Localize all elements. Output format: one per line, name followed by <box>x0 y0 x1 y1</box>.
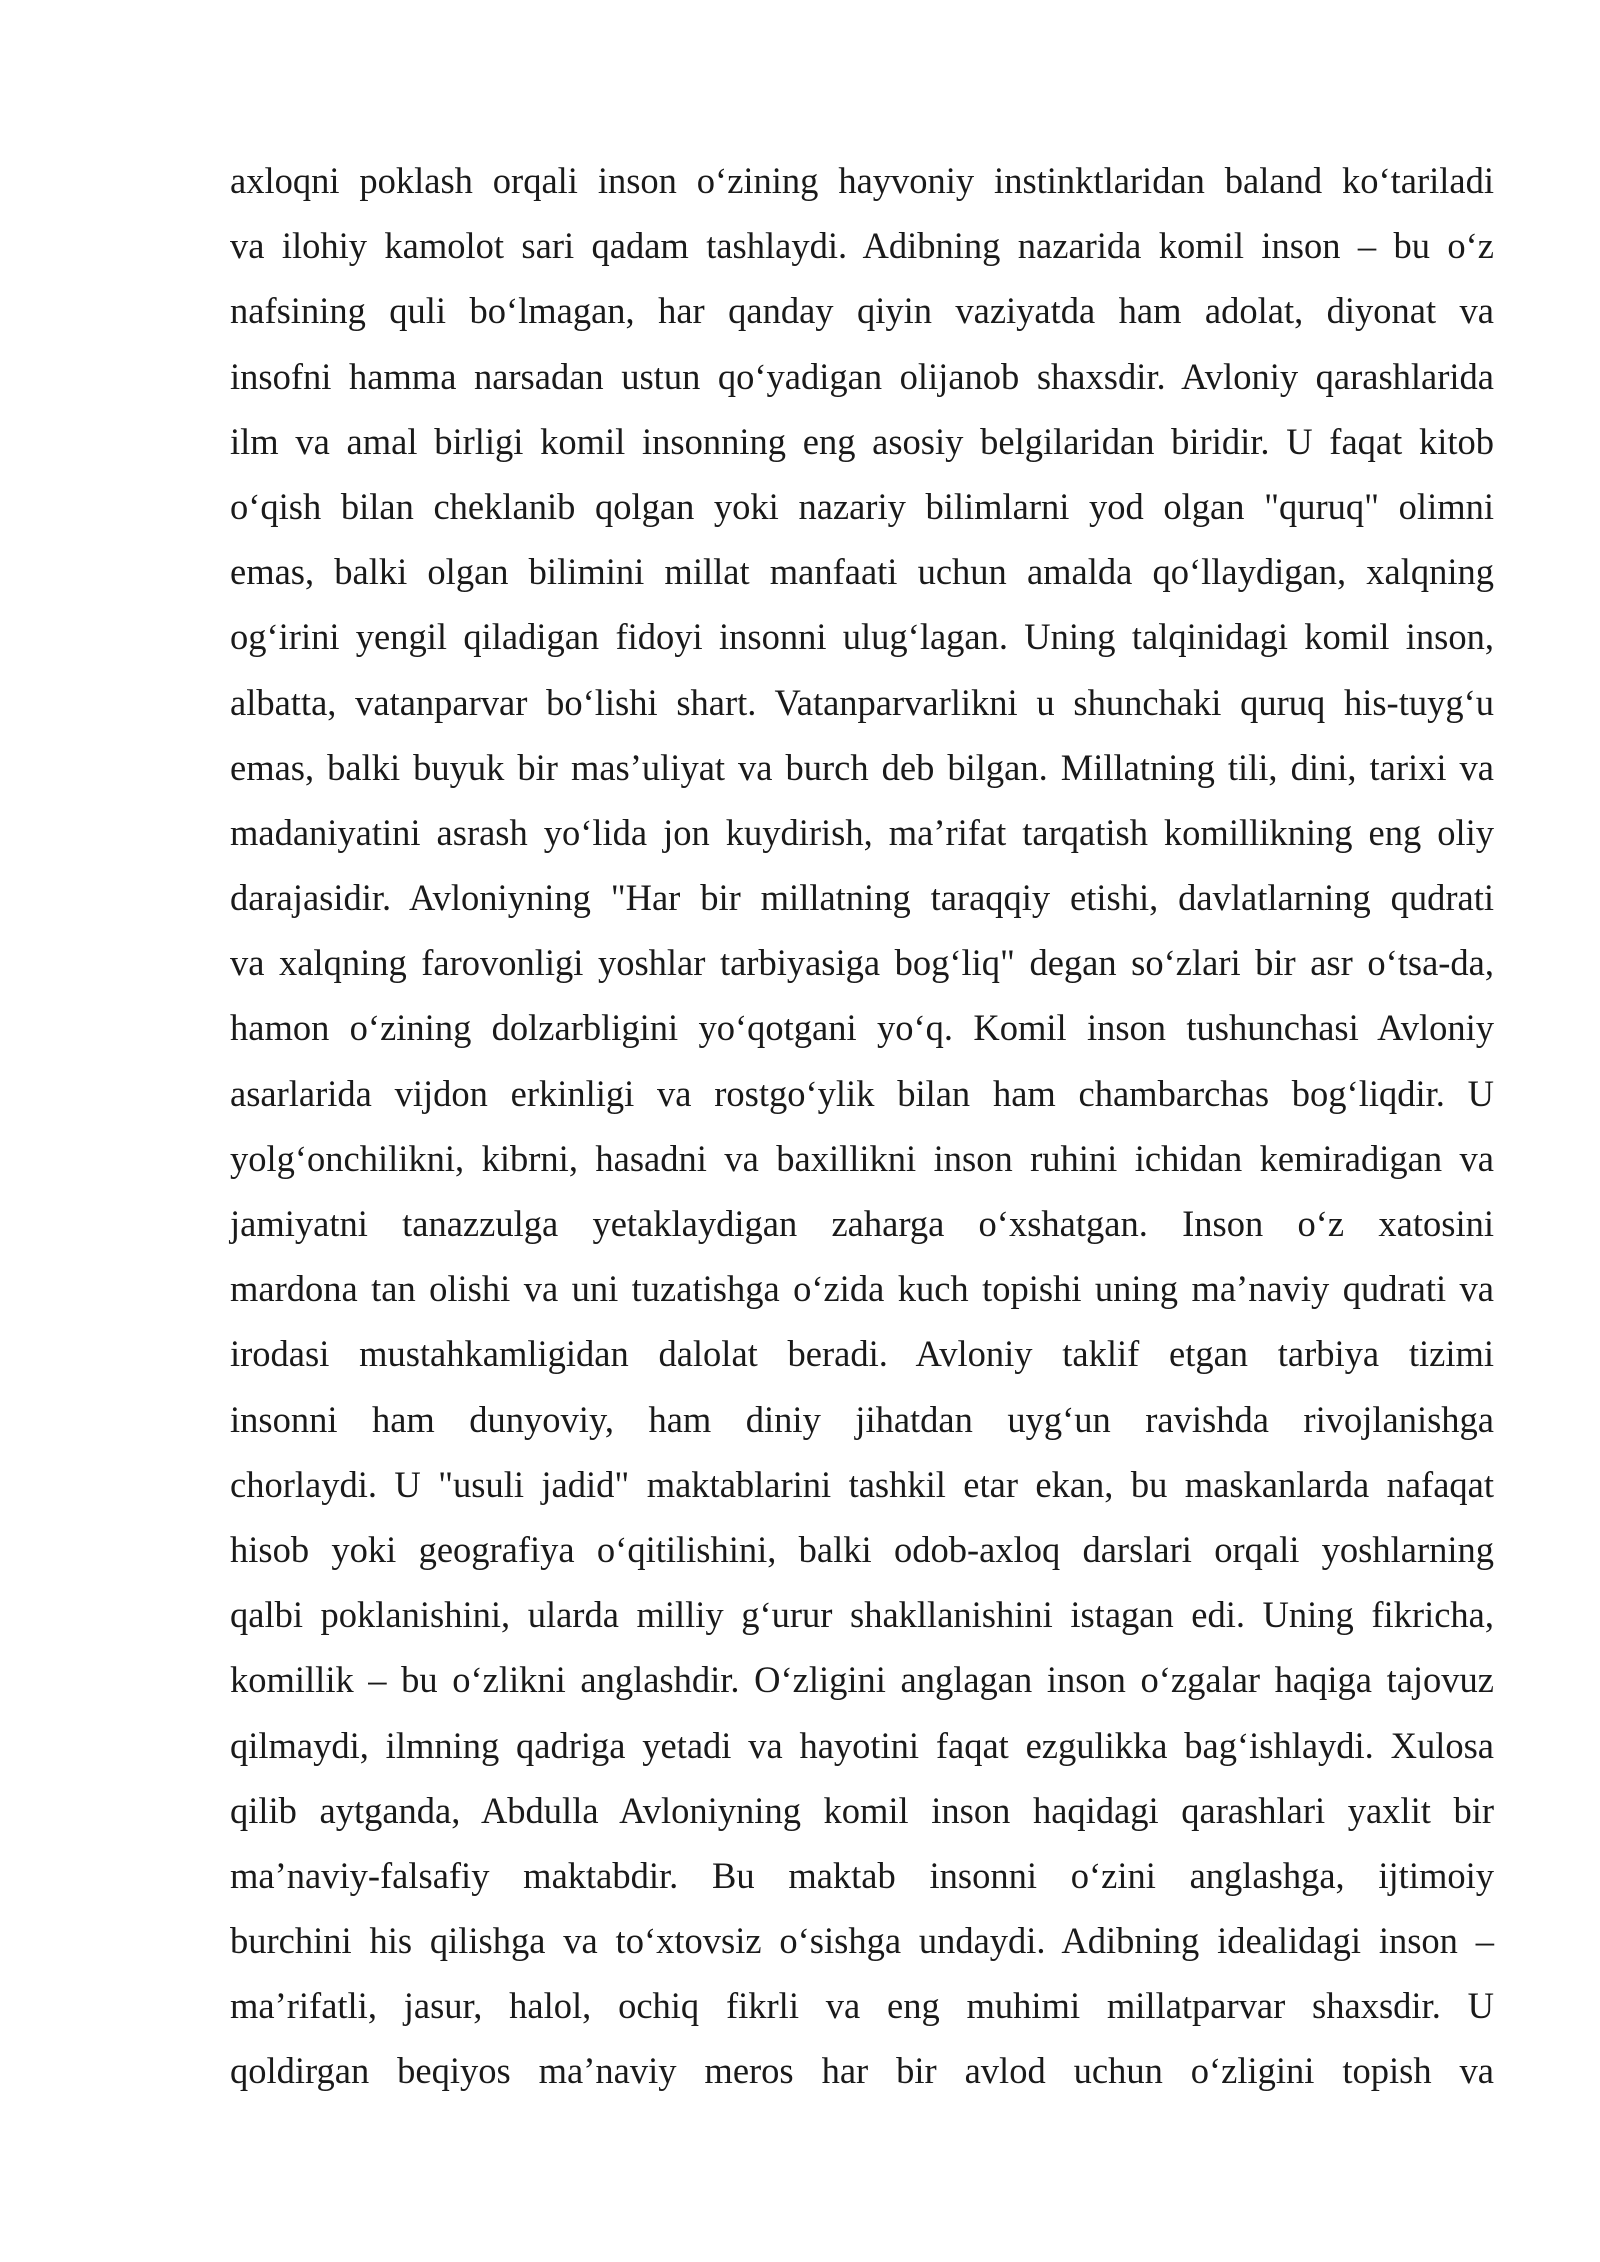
text-line: nafsining quli bo‘lmagan, har qanday qiyin vaziyatda ham adolat, diyonat va <box>230 290 1494 332</box>
text-line: jamiyatni tanazzulga yetaklaydigan zaharga o‘xshatgan. Inson o‘z xatosini <box>230 1203 1494 1244</box>
text-line: og‘irini yengil qiladigan fidoyi insonni ulug‘lagan. Uning talqinidagi komil inson, <box>230 616 1494 658</box>
text-line: ma’rifatli, jasur, halol, ochiq fikrli va eng muhimi millatparvar shaxsdir. U <box>230 1985 1494 2027</box>
text-line: insofni hamma narsadan ustun qo‘yadigan olijanob shaxsdir. Avloniy qarashlarida <box>230 355 1494 397</box>
text-line: yolg‘onchilikni, kibrni, hasadni va baxillikni inson ruhini ichidan kemiradigan va <box>230 1137 1494 1179</box>
text-line: qalbi poklanishini, ularda milliy g‘urur shakllanishini istagan edi. Uning fikricha, <box>230 1594 1494 1636</box>
text-line: qoldirgan beqiyos ma’naviy meros har bir avlod uchun o‘zligini topish va <box>230 2050 1494 2092</box>
text-line: insonni ham dunyoviy, ham diniy jihatdan uyg‘un ravishda rivojlanishga <box>230 1398 1494 1440</box>
text-line: hamon o‘zining dolzarbligini yo‘qotgani yo‘q. Komil inson tushunchasi Avloniy <box>230 1007 1494 1049</box>
text-line: irodasi mustahkamligidan dalolat beradi. Avloniy taklif etgan tarbiya tizimi <box>230 1333 1494 1375</box>
text-line: emas, balki buyuk bir mas’uliyat va burch deb bilgan. Millatning tili, dini, tarixi va <box>230 746 1494 788</box>
body-text <box>230 148 1494 2104</box>
text-line: madaniyatini asrash yo‘lida jon kuydirish, ma’rifat tarqatish komillikning eng oliy <box>230 811 1494 853</box>
text-line: komillik – bu o‘zlikni anglashdir. O‘zligini anglagan inson o‘zgalar haqiga tajovuz <box>230 1659 1494 1701</box>
text-line: va ilohiy kamolot sari qadam tashlaydi. Adibning nazarida komil inson – bu o‘z <box>230 225 1494 267</box>
text-line: darajasidir. Avloniyning "Har bir millatning taraqqiy etishi, davlatlarning qudrati <box>230 877 1494 919</box>
text-line: chorlaydi. U "usuli jadid" maktablarini tashkil etar ekan, bu maskanlarda nafaqat <box>230 1463 1494 1505</box>
text-line: albatta, vatanparvar bo‘lishi shart. Vatanparvarlikni u shunchaki quruq his-tuyg‘u <box>230 681 1494 723</box>
text-line: ma’naviy-falsafiy maktabdir. Bu maktab insonni o‘zini anglashga, ijtimoiy <box>230 1854 1494 1896</box>
text-line: qilib aytganda, Abdulla Avloniyning komil inson haqidagi qarashlari yaxlit bir <box>230 1789 1494 1831</box>
text-line: qilmaydi, ilmning qadriga yetadi va hayotini faqat ezgulikka bag‘ishlaydi. Xulosa <box>230 1724 1494 1766</box>
text-line: emas, balki olgan bilimini millat manfaati uchun amalda qo‘llaydigan, xalqning <box>230 551 1494 593</box>
text-line: asarlarida vijdon erkinligi va rostgo‘ylik bilan ham chambarchas bog‘liqdir. U <box>230 1072 1494 1114</box>
text-line: va xalqning farovonligi yoshlar tarbiyasiga bog‘liq" degan so‘zlari bir asr o‘tsa-da, <box>230 942 1494 984</box>
text-line: ilm va amal birligi komil insonning eng asosiy belgilaridan biridir. U faqat kitob <box>230 420 1494 462</box>
text-line: o‘qish bilan cheklanib qolgan yoki nazariy bilimlarni yod olgan "quruq" olimni <box>230 485 1494 527</box>
text-line: hisob yoki geografiya o‘qitilishini, balki odob-axloq darslari orqali yoshlarning <box>230 1528 1494 1570</box>
text-line: burchini his qilishga va to‘xtovsiz o‘sishga undaydi. Adibning idealidagi inson – <box>230 1920 1494 1962</box>
text-line: mardona tan olishi va uni tuzatishga o‘zida kuch topishi uning ma’naviy qudrati va <box>230 1268 1494 1310</box>
text-line: axloqni poklash orqali inson o‘zining hayvoniy instinktlaridan baland ko‘tariladi <box>230 160 1494 201</box>
